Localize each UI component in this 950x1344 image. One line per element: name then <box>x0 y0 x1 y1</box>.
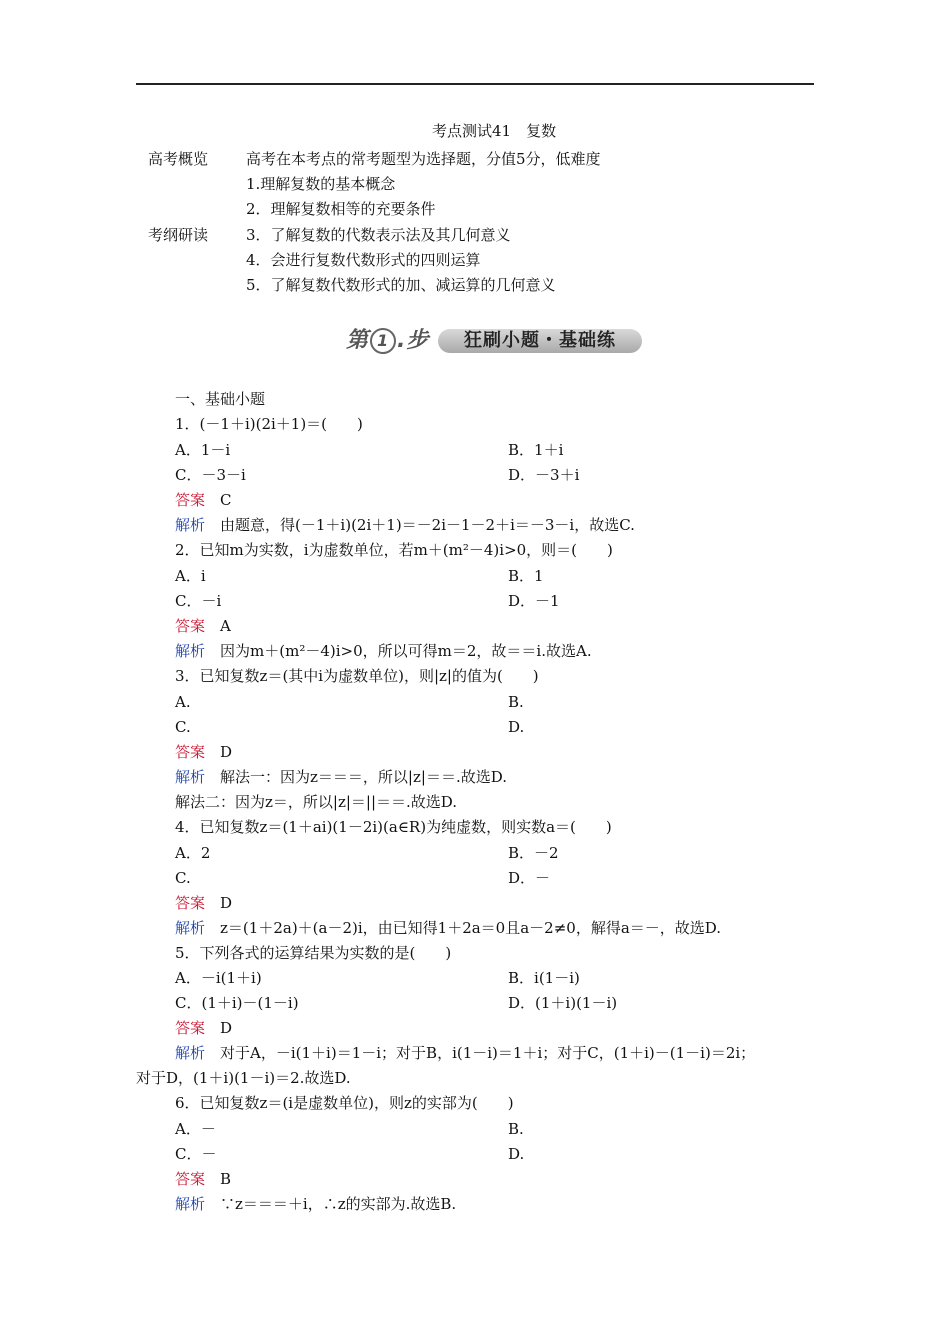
option-c: C. <box>175 869 191 887</box>
answer-value: B <box>220 1170 232 1188</box>
analysis-line: 解析 由题意，得(－1＋i)(2i＋1)＝－2i－1－2＋i＝－3－i，故选C. <box>175 516 635 534</box>
option-c: C．－3－i <box>175 466 246 484</box>
analysis-line: 解析 因为m＋(m²－4)i>0，所以可得m＝2，故＝＝i.故选A. <box>175 642 592 660</box>
overview-label: 高考概览 <box>148 150 209 168</box>
option-d: D．－3＋i <box>508 466 580 484</box>
option-d: D．－ <box>508 869 551 887</box>
answer-value: D <box>220 894 233 912</box>
analysis-label: 解析 <box>175 516 206 534</box>
top-rule <box>136 83 814 85</box>
option-c: C．(1＋i)－(1－i) <box>175 994 299 1012</box>
option-a: A．－i(1＋i) <box>175 969 262 987</box>
question-stem: 5．下列各式的运算结果为实数的是( ) <box>175 944 452 962</box>
question-stem: 2．已知m为实数，i为虚数单位，若m＋(m²－4)i>0，则＝( ) <box>175 541 613 559</box>
question-stem: 3．已知复数z＝(其中i为虚数单位)，则|z|的值为( ) <box>175 667 539 685</box>
step-number: 1 <box>370 328 396 354</box>
option-b: B．i(1－i) <box>508 969 580 987</box>
analysis-line: 解析 对于A，－i(1＋i)＝1－i；对于B，i(1－i)＝1＋i；对于C，(1＋i)－(1－i)＝2i； <box>175 1044 756 1062</box>
answer-label: 答案 <box>175 617 206 635</box>
answer-label: 答案 <box>175 1170 206 1188</box>
overview-text: 高考在本考点的常考题型为选择题，分值5分，低难度 <box>246 150 601 168</box>
outline-item: 1.理解复数的基本概念 <box>246 175 396 193</box>
analysis-label: 解析 <box>175 1044 206 1062</box>
option-b: B. <box>508 693 524 711</box>
answer-line <box>175 1019 232 1037</box>
answer-label: 答案 <box>175 491 206 509</box>
analysis-line: 解析 ∵z＝＝＝＋i，∴z的实部为.故选B. <box>175 1195 457 1213</box>
step-label: 第 1 .步 <box>346 328 430 353</box>
outline-item: 3．了解复数的代数表示法及其几何意义 <box>246 226 511 244</box>
answer-value: A <box>220 617 231 635</box>
analysis-label: 解析 <box>175 919 206 937</box>
option-a: A. <box>175 693 191 711</box>
answer-value: D <box>220 743 233 761</box>
step-banner <box>346 327 646 355</box>
option-d: D．(1＋i)(1－i) <box>508 994 618 1012</box>
option-b: B．1＋i <box>508 441 564 459</box>
answer-value: D <box>220 1019 233 1037</box>
answer-line <box>175 743 232 761</box>
section-heading: 一、基础小题 <box>175 390 266 408</box>
analysis-line-2: 对于D，(1＋i)(1－i)＝2.故选D. <box>136 1069 351 1087</box>
outline-item: 4．会进行复数代数形式的四则运算 <box>246 251 481 269</box>
answer-line <box>175 617 231 635</box>
option-b: B．1 <box>508 567 544 585</box>
outline-label: 考纲研读 <box>148 226 209 244</box>
option-a: A．1－i <box>175 441 231 459</box>
outline-item: 5．了解复数代数形式的加、减运算的几何意义 <box>246 276 556 294</box>
option-c: C．－ <box>175 1145 217 1163</box>
outline-item: 2．理解复数相等的充要条件 <box>246 200 436 218</box>
analysis-line: 解析 解法一：因为z＝＝＝，所以|z|＝＝.故选D. <box>175 768 507 786</box>
banner-pill: 狂刷小题・基础练 <box>438 329 642 353</box>
option-d: D. <box>508 718 525 736</box>
answer-label: 答案 <box>175 743 206 761</box>
question-stem: 4．已知复数z＝(1＋ai)(1－2i)(a∈R)为纯虚数，则实数a＝( ) <box>175 818 612 836</box>
answer-value: C <box>220 491 232 509</box>
analysis-label: 解析 <box>175 768 206 786</box>
page-title: 考点测试41 复数 <box>432 122 557 140</box>
answer-label: 答案 <box>175 894 206 912</box>
option-a: A．i <box>175 567 206 585</box>
analysis-line: 解析 z＝(1＋2a)＋(a－2)i，由已知得1＋2a＝0且a－2≠0，解得a＝－，故选D. <box>175 919 722 937</box>
analysis-line-2: 解法二：因为z＝，所以|z|＝||＝＝.故选D. <box>175 793 458 811</box>
analysis-label: 解析 <box>175 1195 206 1213</box>
option-b: B．－2 <box>508 844 559 862</box>
option-b: B. <box>508 1120 524 1138</box>
option-d: D. <box>508 1145 525 1163</box>
option-c: C．－i <box>175 592 222 610</box>
option-d: D．－1 <box>508 592 560 610</box>
answer-line <box>175 894 232 912</box>
analysis-label: 解析 <box>175 642 206 660</box>
answer-line <box>175 1170 231 1188</box>
answer-label: 答案 <box>175 1019 206 1037</box>
option-a: A．2 <box>175 844 211 862</box>
option-a: A．－ <box>175 1120 216 1138</box>
option-c: C. <box>175 718 191 736</box>
question-stem: 1．(－1＋i)(2i＋1)＝( ) <box>175 415 363 433</box>
answer-line <box>175 491 232 509</box>
question-stem: 6．已知复数z＝(i是虚数单位)，则z的实部为( ) <box>175 1094 514 1112</box>
